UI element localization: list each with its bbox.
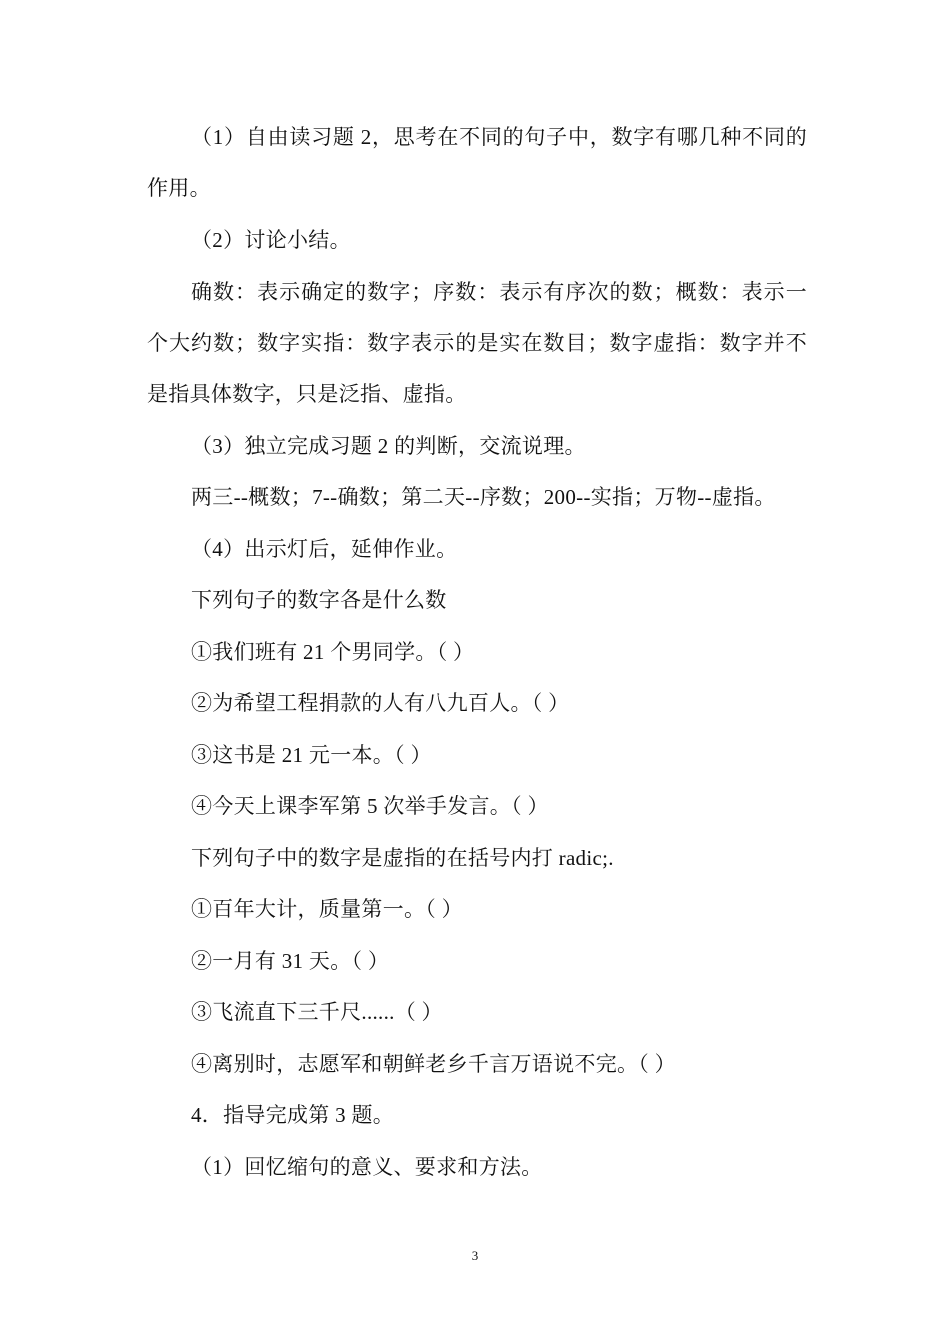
paragraph-question-heading-1: 下列句子的数字各是什么数 (191, 588, 447, 612)
question-item: ①百年大计，质量第一。（ ） (191, 897, 463, 921)
paragraph-number-definitions: 确数：表示确定的数字；序数：表示有序次的数；概数：表示一个大约数；数字实指：数字表示的是实在数目；数字虚指：数字并不是指具体数字，只是泛指、虚指。 (147, 280, 807, 406)
paragraph-answer-key: 两三--概数；7--确数；第二天--序数；200--实指；万物--虚指。 (191, 485, 776, 509)
paragraph-extension-work: （4）出示灯后，延伸作业。 (191, 537, 458, 561)
question-item: ③这书是 21 元一本。（ ） (191, 743, 432, 767)
page-number: 3 (471, 1248, 479, 1263)
paragraph-independent-task: （3）独立完成习题 2 的判断，交流说理。 (191, 434, 586, 458)
question-item: ④离别时，志愿军和朝鲜老乡千言万语说不完。（ ） (191, 1052, 676, 1076)
paragraph-task-4: 4．指导完成第 3 题。 (191, 1103, 395, 1127)
paragraph-discussion-summary: （2）讨论小结。 (191, 228, 351, 252)
question-item: ①我们班有 21 个男同学。（ ） (191, 640, 475, 664)
question-item: ③飞流直下三千尺......（ ） (191, 1000, 443, 1024)
paragraph-sentence-shortening: （1）回忆缩句的意义、要求和方法。 (191, 1155, 543, 1179)
question-item: ②为希望工程捐款的人有八九百人。（ ） (191, 691, 570, 715)
question-item: ④今天上课李军第 5 次举手发言。（ ） (191, 794, 549, 818)
paragraph-question-heading-2: 下列句子中的数字是虚指的在括号内打 radic;. (191, 846, 614, 870)
paragraph-reading-task: （1）自由读习题 2，思考在不同的句子中，数字有哪几种不同的作用。 (147, 125, 807, 200)
question-item: ②一月有 31 天。（ ） (191, 949, 390, 973)
